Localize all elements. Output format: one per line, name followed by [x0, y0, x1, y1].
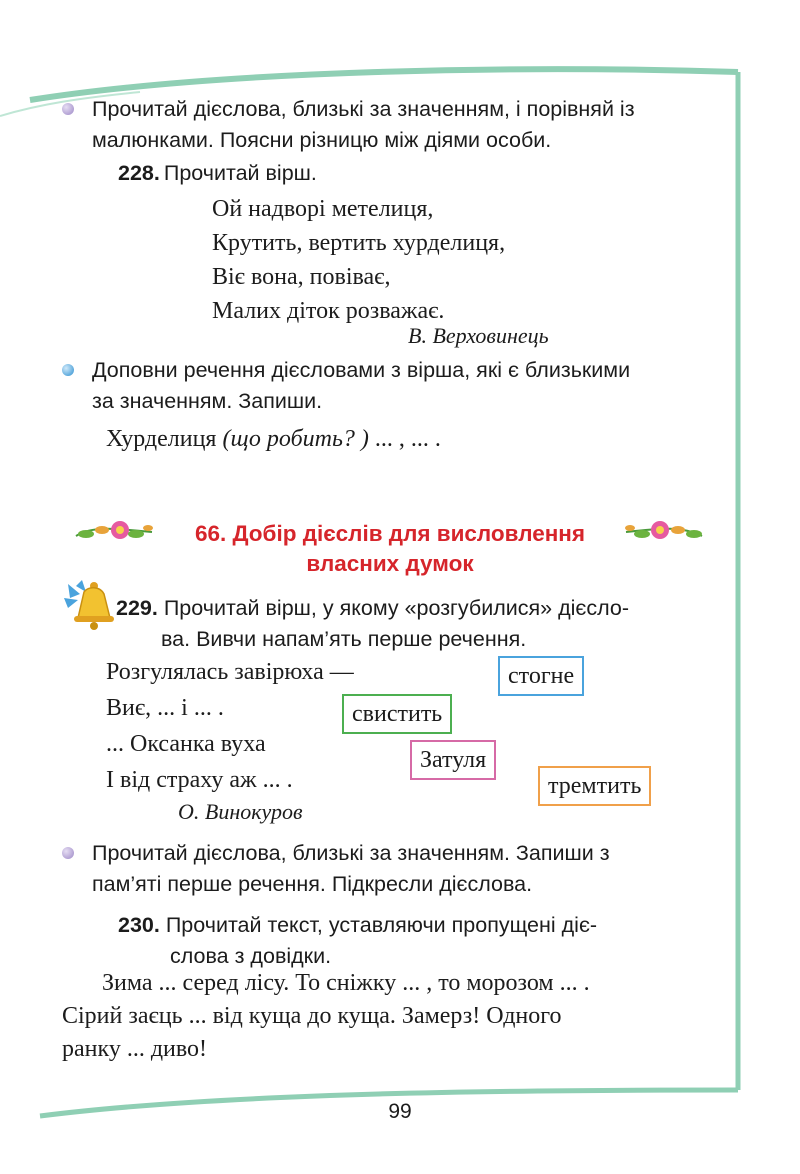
- word-box-stohne: стогне: [498, 656, 584, 696]
- task-229: [92, 838, 732, 900]
- poem-228: [212, 192, 505, 328]
- task-line-2: пам’яті перше речення. Підкресли дієслова.: [92, 872, 533, 896]
- task-line-1: Прочитай дієслова, близькі за значенням. Запиши з: [92, 841, 610, 865]
- section-title-line-1: 66. Добір дієслів для висловлення: [194, 521, 586, 546]
- poem-229: [106, 654, 354, 798]
- text-line-2: Сірий заєць ... від куща до куща. Замерз! Одного: [62, 1003, 562, 1029]
- poem-line: Виє, ... і ... .: [106, 695, 224, 721]
- exercise-228-heading: [118, 158, 317, 189]
- poem-line: Ой надворі метелиця,: [212, 196, 434, 222]
- poem-line: І від страху аж ... .: [106, 767, 293, 793]
- task-line-2: за значенням. Запиши.: [92, 389, 323, 413]
- bullet-icon: [62, 103, 74, 115]
- text-line-1: Зима ... серед лісу. То сніжку ... , то морозом ... .: [102, 970, 590, 996]
- text-line-3: ранку ... диво!: [62, 1036, 208, 1062]
- section-title: [150, 519, 630, 579]
- exercise-instruction-line-2: ва. Вивчи напам’ять перше речення.: [161, 627, 527, 651]
- poem-line: Малих діток розважає.: [212, 298, 445, 324]
- poem-line: Віє вона, повіває,: [212, 264, 391, 290]
- section-title-line-2: власних думок: [306, 551, 474, 576]
- poem-line: ... Оксанка вуха: [106, 731, 266, 757]
- word-box-tremtyt: тремтить: [538, 766, 651, 806]
- answer-blanks: ... , ... .: [374, 426, 441, 452]
- exercise-230-text: [62, 967, 722, 1066]
- exercise-instruction-line-1: Прочитай вірш, у якому «розгубилися» дієсло-: [163, 596, 630, 620]
- answer-word: Хурделиця: [106, 426, 217, 452]
- answer-question: (що робить? ): [222, 426, 369, 452]
- exercise-number: 228.: [118, 161, 160, 185]
- task-line-1: Доповни речення дієсловами з вірша, які є близькими: [92, 358, 631, 382]
- bullet-icon: [62, 364, 74, 376]
- poem-author: В. Верховинець: [408, 323, 549, 348]
- right-ornament-icon: [622, 516, 706, 546]
- task-228: [92, 355, 732, 417]
- exercise-229-heading: [116, 593, 726, 655]
- intro-line-1: Прочитай дієслова, близькі за значенням, і порівняй із: [92, 97, 635, 121]
- page-number: 99: [388, 1100, 412, 1123]
- exercise-230-heading: [118, 910, 728, 972]
- intro-line-2: малюнками. Поясни різницю між діями особи.: [92, 128, 552, 152]
- word-box-zatulia: Затуля: [410, 740, 496, 780]
- left-ornament-icon: [72, 516, 156, 546]
- bell-icon: [60, 576, 120, 632]
- intro-text: [92, 94, 732, 156]
- exercise-instruction: Прочитай вірш.: [163, 161, 317, 185]
- poem-author: О. Винокуров: [178, 799, 303, 824]
- exercise-number: 229.: [116, 596, 158, 620]
- exercise-instruction-line-1: Прочитай текст, уставляючи пропущені діє-: [165, 913, 598, 937]
- poem-line: Розгулялась завірюха —: [106, 659, 354, 685]
- bullet-icon: [62, 847, 74, 859]
- word-box-svystyt: свистить: [342, 694, 452, 734]
- poem-line: Крутить, вертить хурделиця,: [212, 230, 506, 256]
- exercise-instruction-line-2: слова з довідки.: [170, 944, 332, 968]
- exercise-number: 230.: [118, 913, 160, 937]
- answer-line: [106, 422, 441, 456]
